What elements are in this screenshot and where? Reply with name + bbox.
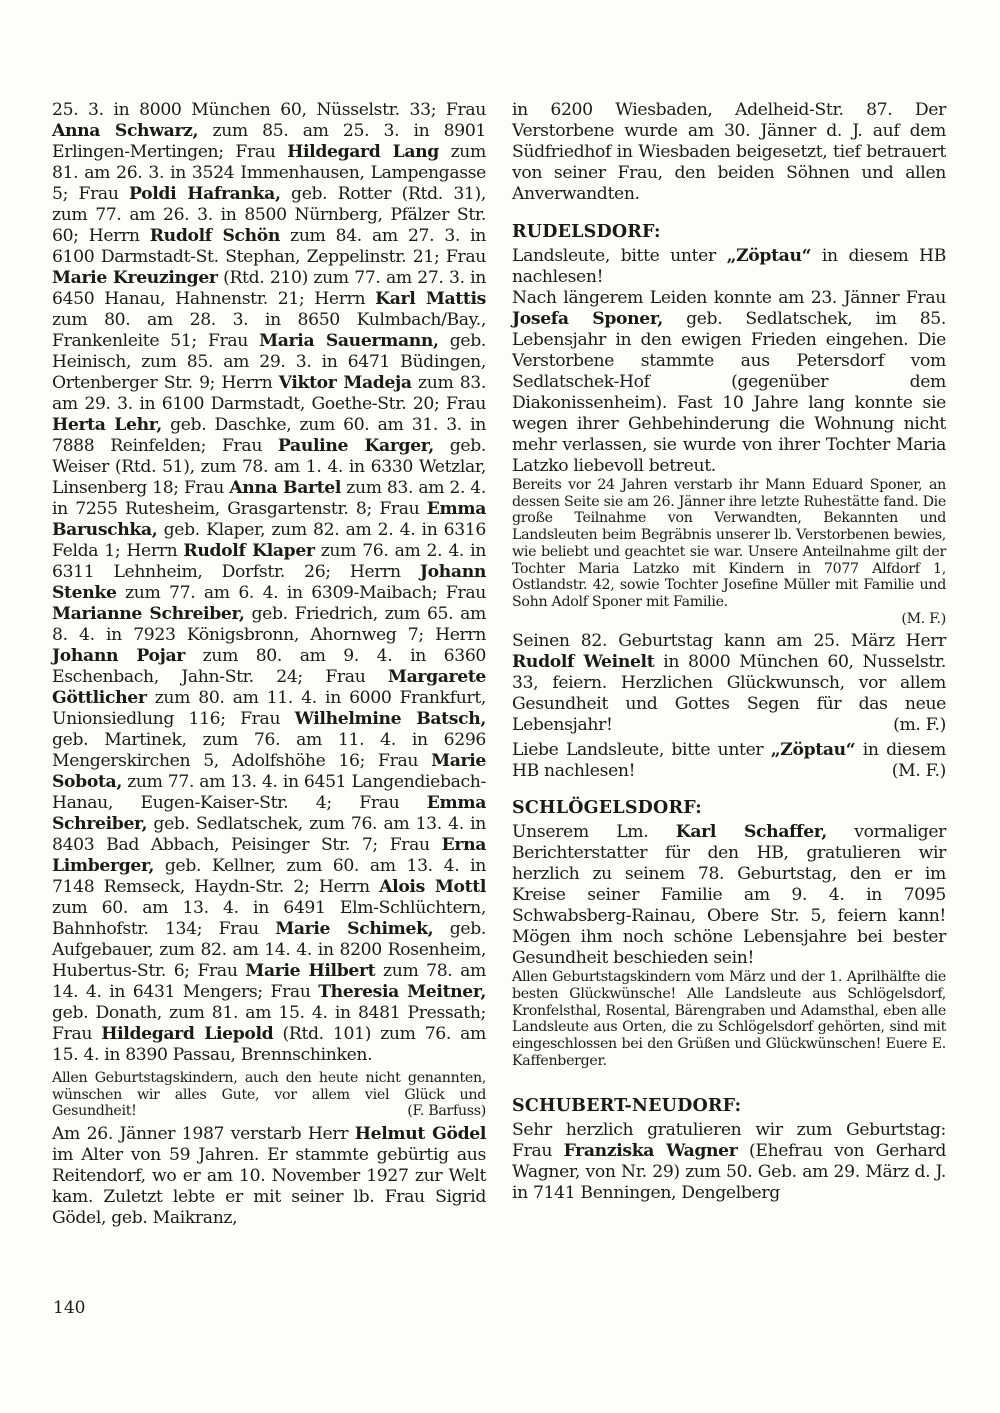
person-name: Johann Pojar: [52, 646, 185, 666]
obituary-signature: (M. F.): [901, 610, 946, 627]
obituary-continued: in 6200 Wiesbaden, Adelheid-Str. 87. Der Verstorbene wurde am 30. Jänner d. J. auf dem Südfriedhof in Wiesbaden beigesetzt, tief betrauert von seiner Frau, den beiden Söhnen und allen Anverwandten.: [512, 100, 946, 204]
notice-zoeptau-2-text: Liebe Landsleute, bitte unter „Zöptau“ in diesem HB nachlesen!: [512, 740, 946, 782]
person-name: Pauline Karger,: [277, 436, 434, 456]
person-name: Wilhelmine Batsch,: [294, 709, 486, 729]
person-name: Marie Sobota,: [52, 751, 486, 792]
person-name: Franziska Wagner: [563, 1140, 738, 1161]
person-name: Marie Schimek,: [275, 919, 434, 939]
notice-zoeptau-2-signature: (M. F.): [891, 761, 946, 782]
birthday-list: 25. 3. in 8000 München 60, Nüsselstr. 33; Frau Anna Schwarz, zum 85. am 25. 3. in 8901 Erlingen-Mertingen; Frau Hildegard Lang zum 81. am 26. 3. in 3524 Immenhausen, Lampengasse 5; Frau Poldi Hafranka, geb. Rotter (Rtd. 31), zum 77. am 26. 3. in 8500 Nürnberg, Pfälzer Str. 60; Herrn Rudolf Schön zum 84. am 27. 3. in 6100 Darmstadt-St. Stephan, Zeppelinstr. 21; Frau Marie Kreuzinger (Rtd. 210) zum 77. am 27. 3. in 6450 Hanau, Hahnenstr. 21; Herrn Karl Mattis zum 80. am 28. 3. in 8650 Kulmbach/Bay., Frankenleite 51; Frau Maria Sauermann, geb. Heinisch, zum 85. am 29. 3. in 6471 Büdingen, Ortenberger Str. 9; Herrn Viktor Madeja zum 83. am 29. 3. in 6100 Darmstadt, Goethe-Str. 20; Frau Herta Lehr, geb. Daschke, zum 60. am 31. 3. in 7888 Reinfelden; Frau Pauline Karger, geb. Weiser (Rtd. 51), zum 78. am 1. 4. in 6330 Wetzlar, Linsenberg 18; Frau Anna Bartel zum 83. am 2. 4. in 7255 Rutesheim, Grasgartenstr. 8; Frau Emma Baruschka, geb. Klaper, zum 82. am 2. 4. in 6316 Felda 1; Herrn Rudolf Klaper zum 76. am 2. 4. in 6311 Lehnheim, Dorfstr. 26; Herrn Johann Stenke zum 77. am 6. 4. in 6309-Maibach; Frau Marianne Schreiber, geb. Friedrich, zum 65. am 8. 4. in 7923 Königsbronn, Ahornweg 7; Herrn Johann Pojar zum 80. am 9. 4. in 6360 Eschenbach, Jahn-Str. 24; Frau Margarete Göttlicher zum 80. am 11. 4. in 6000 Frankfurt, Unionsiedlung 116; Frau Wilhelmine Batsch, geb. Martinek, zum 76. am 11. 4. in 6296 Mengerskirchen 5, Adolfshöhe 16; Frau Marie Sobota, zum 77. am 13. 4. in 6451 Langendiebach-Hanau, Eugen-Kaiser-Str. 4; Frau Emma Schreiber, geb. Sedlatschek, zum 76. am 13. 4. in 8403 Bad Abbach, Peisinger Str. 7; Frau Erna Limberger, geb. Kellner, zum 60. am 13. 4. in 7148 Remseck, Haydn-Str. 2; Herrn Alois Mottl zum 60. am 13. 4. in 6491 Elm-Schlüchtern, Bahnhofstr. 134; Frau Marie Schimek, geb. Aufgebauer, zum 82. am 14. 4. in 8200 Rosenheim, Hubertus-Str. 6; Frau Marie Hilbert zum 78. am 14. 4. in 6431 Mengers; Frau Theresia Meitner, geb. Donath, zum 81. am 15. 4. in 8481 Pressath; Frau Hildegard Liepold (Rtd. 101) zum 76. am 15. 4. in 8390 Passau, Brennschinken.: [52, 100, 487, 1065]
person-name: Margarete Göttlicher: [52, 667, 486, 708]
person-name: Hildegard Liepold: [101, 1024, 274, 1044]
obituary-sponer: Nach längerem Leiden konnte am 23. Jänner Frau Josefa Sponer, geb. Sedlatschek, im 85. Lebensjahr in den ewigen Frieden eingehen. Die Verstorbene stammte aus Petersdorf vom Sedlatschek-Hof (gegenüber dem Diakonissenheim). Fast 10 Jahre lang konnte sie wegen ihrer Gehbehinderung die Wohnung nicht mehr verlassen, sie wurde von ihrer Tochter Maria Latzko liebevoll betreut.: [512, 288, 947, 476]
person-name: Rudolf Weinelt: [512, 652, 655, 673]
birthday-greeting: [52, 1070, 486, 1120]
birthday-weinelt-signature: (m. F.): [893, 715, 946, 736]
greeting-text: Allen Geburtstagskindern, auch den heute nicht genannten, wünschen wir alles Gute, vor allem viel Glück und Gesundheit!: [52, 1070, 486, 1120]
person-name: Alois Mottl: [379, 877, 486, 897]
person-name: Rudolf Klaper: [183, 541, 315, 561]
page-number: 140: [53, 1298, 86, 1318]
obituary-details-text: Bereits vor 24 Jahren verstarb ihr Mann Eduard Sponer, an dessen Seite sie am 26. Jänner ihre letzte Ruhestätte fand. Die große Teilnahme von Verwandten, Bekannten und Landsleuten beim Begräbnis unserer lb. Verstorbenen bewies, wie beliebt und geachtet sie war. Unsere Anteilnahme gilt der Tochter Maria Latzko mit Kindern in 7077 Alfdorf 1, Ostlandstr. 42, sowie Tochter Josefine Müller mit Familie und Sohn Adolf Sponer mit Familie.: [512, 477, 946, 610]
birthday-weinelt-text: Seinen 82. Geburtstag kann am 25. März Herr Rudolf Weinelt in 8000 München 60, Nusselstr. 33, feiern. Herzlichen Glückwunsch, vor allem Gesundheit und Gottes Segen für das neue Lebensjahr!: [512, 631, 946, 736]
person-name: Anna Bartel: [229, 478, 342, 498]
right-column: [512, 100, 946, 1204]
person-name: Marie Kreuzinger: [52, 268, 218, 288]
person-name: „Zöptau“: [726, 246, 812, 266]
person-name: Rudolf Schön: [149, 226, 281, 246]
notice-zoeptau: Landsleute, bitte unter „Zöptau“ in diesem HB nachlesen!: [512, 246, 946, 287]
person-name: Poldi Hafranka,: [129, 184, 281, 204]
person-name: Emma Baruschka,: [52, 499, 486, 540]
person-name: Johann Stenke: [52, 562, 486, 603]
person-name: Marianne Schreiber,: [52, 604, 245, 624]
person-name: Herta Lehr,: [52, 415, 162, 435]
birthday-weinelt: [512, 631, 946, 736]
section-heading-rudelsdorf: RUDELSDORF:: [512, 222, 661, 242]
obituary-sponer-details: [512, 477, 946, 627]
birthday-schaffer: Unserem Lm. Karl Schaffer, vormaliger Berichterstatter für den HB, gratulieren wir herzlich zu seinem 78. Geburtstag, den er im Kreise seiner Familie am 9. 4. in 7095 Schwabsberg-Rainau, Obere Str. 5, feiern kann! Mögen ihm noch schöne Lebensjahre bei bester Gesundheit beschieden sein!: [512, 822, 947, 969]
person-name: Karl Schaffer,: [675, 822, 827, 843]
notice-zoeptau-2: [512, 740, 946, 782]
person-name: Maria Sauermann,: [259, 331, 439, 351]
section-heading-schloegelsdorf: SCHLÖGELSDORF:: [512, 798, 702, 819]
greeting-signature: (F. Barfuss): [407, 1103, 486, 1120]
person-name: Viktor Madeja: [278, 373, 412, 393]
person-name: Helmut Gödel: [354, 1124, 487, 1145]
person-name: Josefa Sponer,: [512, 309, 663, 329]
person-name: Hildegard Lang: [287, 142, 439, 162]
person-name: Marie Hilbert: [245, 961, 376, 981]
person-name: Theresia Meitner,: [318, 982, 486, 1002]
person-name: Karl Mattis: [375, 289, 486, 309]
section-heading-schubert-neudorf: SCHUBERT-NEUDORF:: [512, 1095, 742, 1116]
person-name: „Zöptau“: [770, 740, 856, 761]
birthday-wagner: Sehr herzlich gratulieren wir zum Geburtstag: Frau Franziska Wagner (Ehefrau von Gerhard Wagner, von Nr. 29) zum 50. Geb. am 29. März d. J. in 7141 Benningen, Dengelberg: [512, 1119, 946, 1203]
obituary-goedel: Am 26. Jänner 1987 verstarb Herr Helmut Gödel im Alter von 59 Jahren. Er stammte gebürtig aus Reitendorf, wo er am 10. November 1927 zur Welt kam. Zuletzt lebte er mit seiner lb. Frau Sigrid Gödel, geb. Maikranz,: [52, 1124, 487, 1229]
person-name: Emma Schreiber,: [52, 793, 486, 834]
person-name: Erna Limberger,: [52, 835, 486, 876]
left-column: [52, 100, 486, 1229]
greeting-schloegelsdorf: Allen Geburtstagskindern vom März und der 1. Aprilhälfte die besten Glückwünsche! Alle Landsleute aus Schlögelsdorf, Kronfelsthal, Rosental, Bärengraben und Adamsthal, eben alle Landsleute aus Orten, die zu Schlögelsdorf gehörten, sind mit eingeschlossen bei den Grüßen und Glückwünschen! Euere E. Kaffenberger.: [512, 969, 946, 1069]
person-name: Anna Schwarz,: [52, 121, 199, 141]
